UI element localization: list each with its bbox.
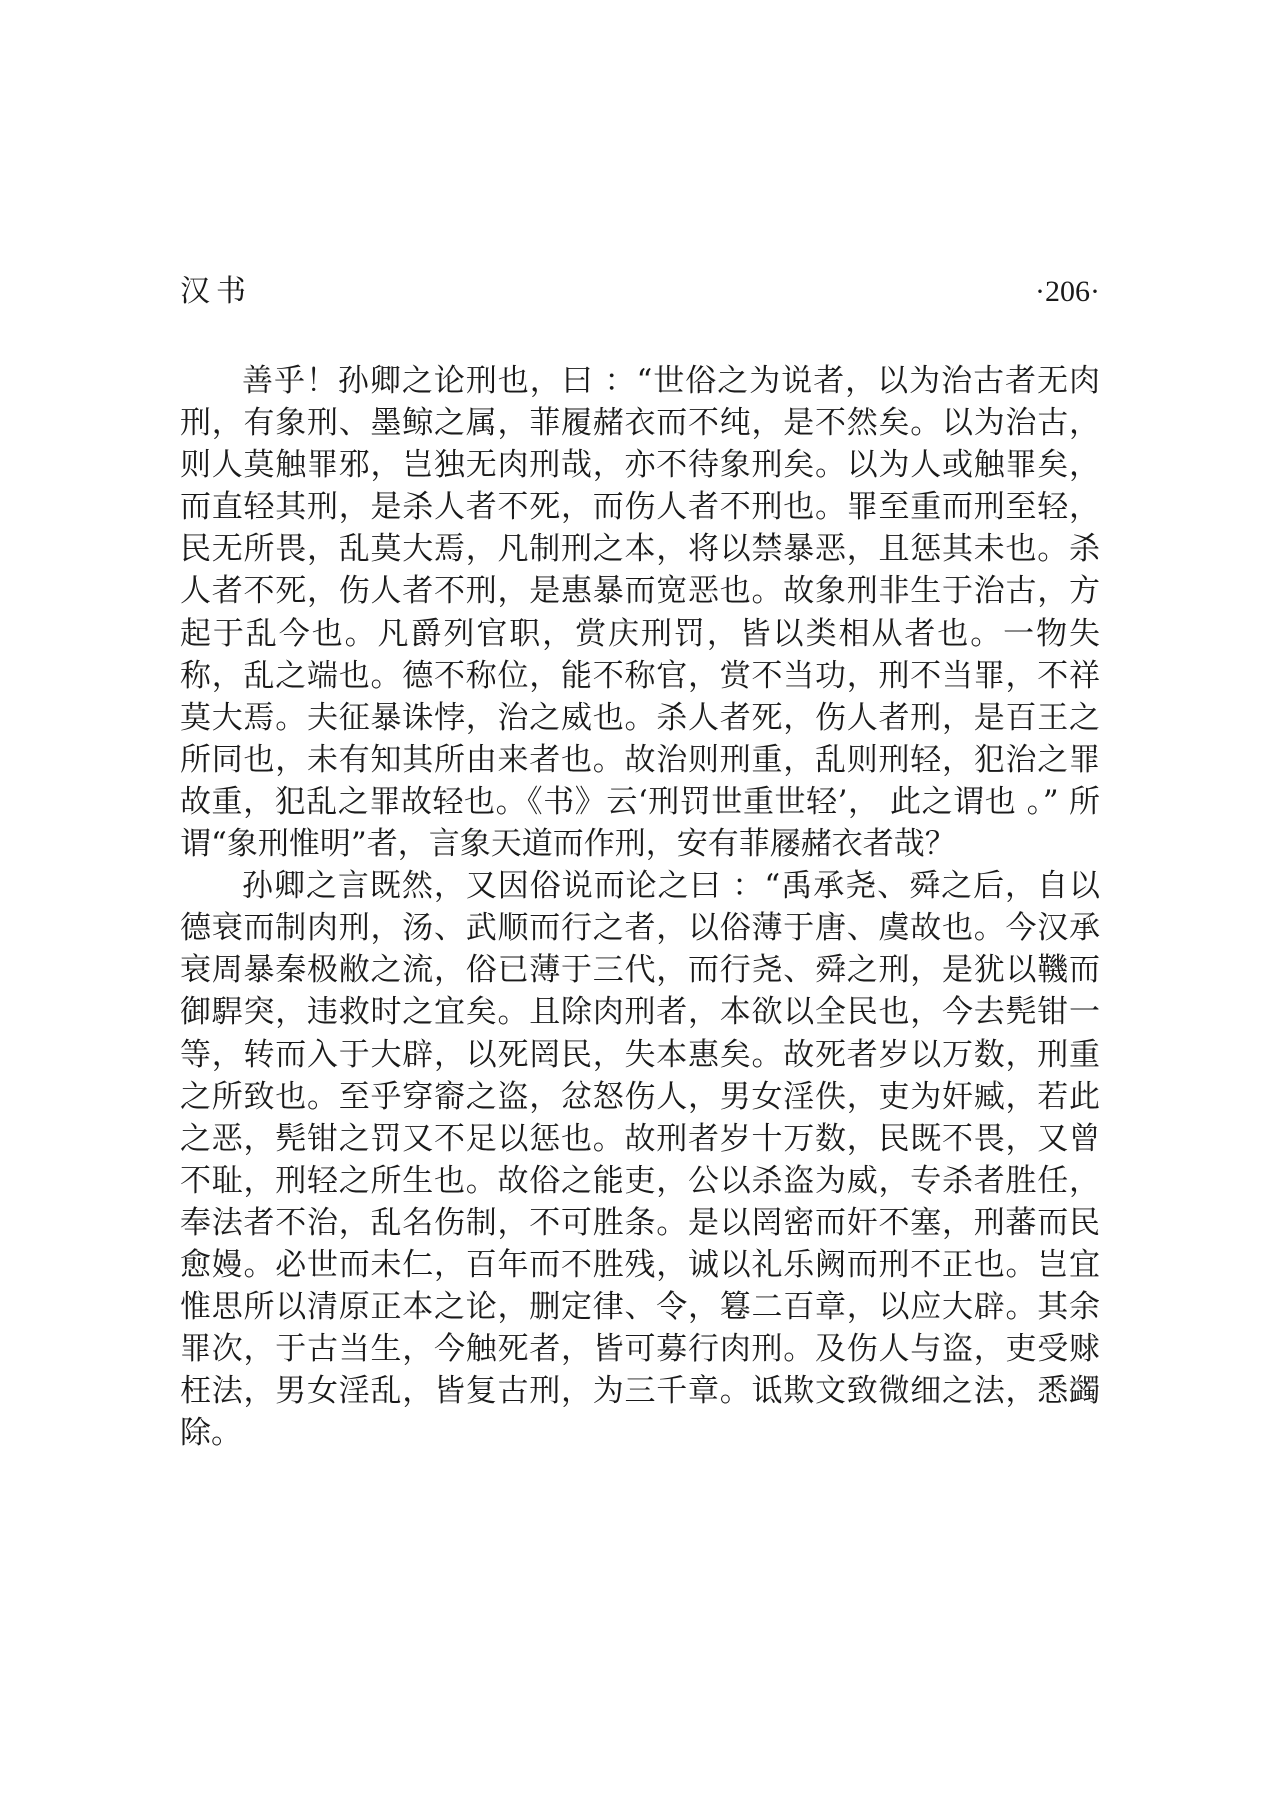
page-header [180,272,1100,312]
page-number: ·206· [1035,275,1100,308]
paragraph: 孙卿之言既然，又因俗说而论之曰 ：“禹承尧、舜之后，自以德衰而制肉刑，汤、武顺而行之者，以俗薄于唐、虞故也。今汉承衰周暴秦极敝之流，俗已薄于三代，而行尧、舜之刑，是犹以鞿而御駻突，违救时之宜矣。且除肉刑者，本欲以全民也，今去髡钳一等，转而入于大辟，以死罔民，失本惠矣。故死者岁以万数，刑重之所致也。至乎穿窬之盗，忿怒伤人，男女淫佚，吏为奸臧，若此之恶，髡钳之罚又不足以惩也。故刑者岁十万数，民既不畏，又曾不耻，刑轻之所生也。故俗之能吏，公以杀盗为威，专杀者胜任，奉法者不治，乱名伤制，不可胜条。是以罔密而奸不塞，刑蕃而民愈嫚。必世而未仁，百年而不胜残，诚以礼乐阙而刑不正也。岂宜惟思所以清原正本之论，删定律、令，篹二百章，以应大辟。其余罪次，于古当生，今触死者，皆可募行肉刑。及伤人与盗，吏受赇枉法，男女淫乱，皆复古刑，为三千章。诋欺文致微细之法，悉蠲除。 [180,868,1100,1452]
body-text [180,360,1100,1454]
book-title: 汉书 [180,274,252,309]
paragraph: 善乎！孙卿之论刑也，曰 ：“世俗之为说者，以为治古者无肉刑，有象刑、墨鲸之属，菲履赭衣而不纯，是不然矣。以为治古，则人莫触罪邪，岂独无肉刑哉，亦不待象刑矣。以为人或触罪矣，而直轻其刑，是杀人者不死，而伤人者不刑也。罪至重而刑至轻，民无所畏，乱莫大焉，凡制刑之本，将以禁暴恶，且惩其未也。杀人者不死，伤人者不刑，是惠暴而宽恶也。故象刑非生于治古，方起于乱今也。凡爵列官职，赏庆刑罚，皆以类相从者也。一物失称，乱之端也。德不称位，能不称官，赏不当功，刑不当罪，不祥莫大焉。夫征暴诛悖，治之威也。杀人者死，伤人者刑，是百王之所同也，未有知其所由来者也。故治则刑重，乱则刑轻，犯治之罪故重，犯乱之罪故轻也。《书》云‘刑罚世重世轻’， 此之谓也 。” 所谓“象刑惟明”者，言象天道而作刑，安有菲屦赭衣者哉？ [180,363,1100,863]
